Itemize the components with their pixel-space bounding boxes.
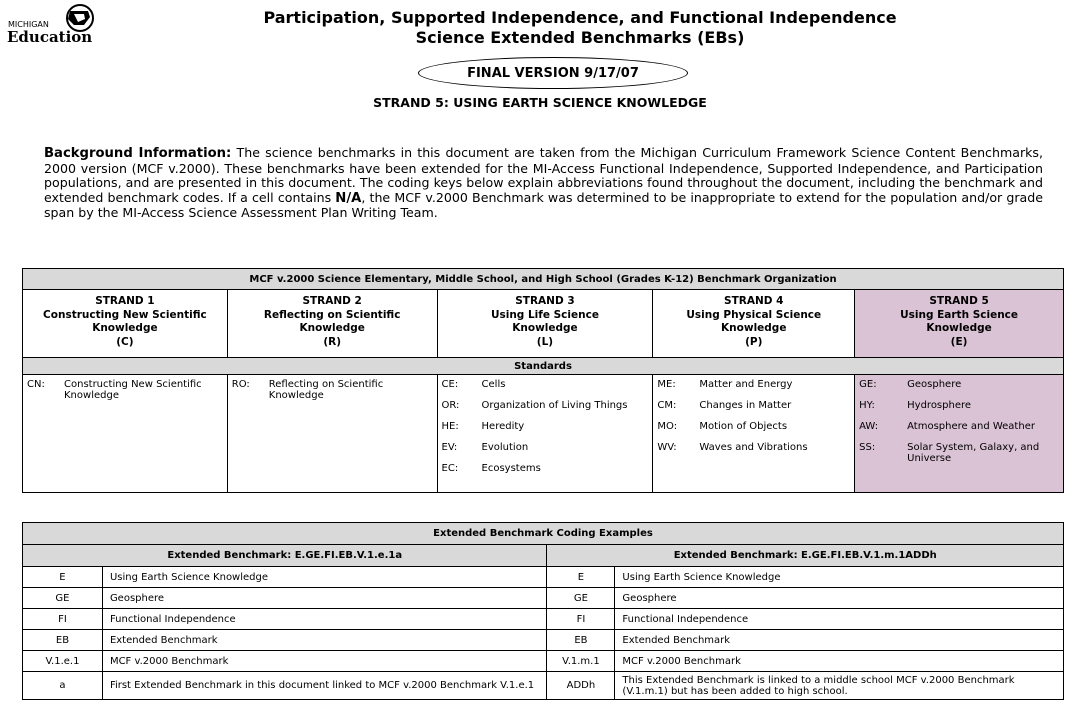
strand-3-standards: [437, 375, 653, 493]
text-cell: Using Earth Science Knowledge: [900, 308, 1019, 334]
text-cell: OR:: [441, 400, 460, 411]
text-cell: Geosphere: [102, 588, 547, 609]
standard-item: [232, 379, 433, 401]
strand-1-standards: [23, 375, 228, 493]
strand-header-3: [437, 290, 653, 358]
standard-item: [442, 421, 649, 432]
text-cell: Using Earth Science Knowledge: [615, 567, 1064, 588]
strand-header-2: [227, 290, 437, 358]
standard-item: [859, 400, 1059, 411]
text-cell: Functional Independence: [615, 609, 1064, 630]
text-cell: EC:: [441, 463, 459, 474]
michigan-education-logo: [4, 3, 100, 47]
text-cell: First Extended Benchmark in this document linked to MCF v.2000 Benchmark V.1.e.1: [102, 672, 547, 700]
text-cell: (R): [323, 335, 341, 348]
coding-examples-table: [22, 522, 1064, 700]
text-cell: Extended Benchmark: [615, 630, 1064, 651]
text-cell: ADDh: [547, 672, 615, 700]
background-text-2: , the MCF v.2000 Benchmark was determined to be inappropriate to extend for the population and/or grade span by the MI-Access Science Assessment Plan Writing Team.: [44, 189, 1043, 221]
text-cell: Evolution: [481, 442, 529, 453]
text-cell: This Extended Benchmark is linked to a middle school MCF v.2000 Benchmark (V.1.m.1) but has been added to high school.: [615, 672, 1064, 700]
strand-header-5: [855, 290, 1064, 358]
logo-large-text: Education: [7, 28, 93, 46]
strand-2-standards: [227, 375, 437, 493]
text-cell: WV:: [657, 442, 677, 453]
standard-item: [442, 442, 649, 453]
text-cell: RO:: [231, 379, 250, 390]
text-cell: HY:: [859, 400, 875, 411]
standards-label: Standards: [23, 358, 1064, 375]
background-label: Background Information:: [44, 146, 232, 161]
text-cell: CM:: [657, 400, 677, 411]
text-cell: STRAND 1: [95, 295, 155, 307]
text-cell: (P): [745, 335, 763, 348]
standard-item: [859, 379, 1059, 390]
standard-item: [442, 400, 649, 411]
text-cell: V.1.e.1: [23, 651, 103, 672]
text-cell: Hydrosphere: [907, 400, 972, 411]
text-cell: V.1.m.1: [547, 651, 615, 672]
text-cell: AW:: [859, 421, 879, 432]
text-cell: Functional Independence: [102, 609, 547, 630]
text-cell: E: [547, 567, 615, 588]
right-example-header: Extended Benchmark: E.GE.FI.EB.V.1.m.1ADDh: [547, 545, 1064, 567]
text-cell: Ecosystems: [481, 463, 541, 474]
text-cell: E: [23, 567, 103, 588]
text-cell: HE:: [441, 421, 459, 432]
standard-item: [657, 379, 850, 390]
benchmark-organization-table: [22, 268, 1064, 493]
text-cell: Constructing New Scientific Knowledge: [43, 308, 207, 334]
strand-5-standards: [855, 375, 1064, 493]
standard-item: [657, 400, 850, 411]
table-row: [23, 609, 1064, 630]
table-row: [23, 672, 1064, 700]
standard-item: [657, 442, 850, 453]
text-cell: Heredity: [481, 421, 525, 432]
na-label: N/A: [335, 190, 362, 206]
text-cell: (C): [116, 335, 134, 348]
text-cell: FI: [547, 609, 615, 630]
standard-item: [859, 421, 1059, 432]
strand-heading: STRAND 5: USING EARTH SCIENCE KNOWLEDGE: [373, 95, 707, 110]
text-cell: CE:: [441, 379, 459, 390]
text-cell: Atmosphere and Weather: [907, 421, 1035, 432]
table-row: [23, 567, 1064, 588]
standard-item: [657, 421, 850, 432]
text-cell: Matter and Energy: [699, 379, 793, 390]
text-cell: EB: [23, 630, 103, 651]
text-cell: Constructing New Scientific Knowledge: [64, 379, 202, 401]
text-cell: EB: [547, 630, 615, 651]
document-title-line2: Science Extended Benchmarks (EBs): [415, 28, 745, 47]
organization-table-title: MCF v.2000 Science Elementary, Middle School, and High School (Grades K-12) Benchmark Organization: [23, 269, 1064, 290]
text-cell: Cells: [481, 379, 506, 390]
text-cell: Waves and Vibrations: [699, 442, 808, 453]
document-title-line1: Participation, Supported Independence, and Functional Independence: [263, 8, 897, 27]
text-cell: Using Physical Science Knowledge: [686, 308, 822, 334]
table-row: [23, 651, 1064, 672]
standard-item: [442, 379, 649, 390]
text-cell: STRAND 2: [302, 295, 362, 307]
text-cell: Solar System, Galaxy, and Universe: [907, 442, 1040, 464]
text-cell: STRAND 4: [724, 295, 784, 307]
strand-4-standards: [653, 375, 855, 493]
standard-item: [442, 463, 649, 474]
text-cell: Changes in Matter: [699, 400, 792, 411]
text-cell: STRAND 5: [929, 295, 989, 307]
text-cell: a: [23, 672, 103, 700]
text-cell: EV:: [441, 442, 458, 453]
version-badge: FINAL VERSION 9/17/07: [418, 57, 688, 89]
text-cell: Extended Benchmark: [102, 630, 547, 651]
text-cell: GE: [547, 588, 615, 609]
text-cell: SS:: [859, 442, 876, 453]
standard-item: [859, 442, 1059, 464]
background-paragraph: [44, 146, 1043, 221]
logo-small-text: MICHIGAN: [8, 20, 49, 29]
text-cell: ME:: [657, 379, 676, 390]
text-cell: STRAND 3: [515, 295, 575, 307]
text-cell: FI: [23, 609, 103, 630]
left-example-header: Extended Benchmark: E.GE.FI.EB.V.1.e.1a: [23, 545, 547, 567]
standard-item: [27, 379, 223, 401]
text-cell: Using Life Science Knowledge: [490, 308, 599, 334]
strand-header-4: [653, 290, 855, 358]
text-cell: Using Earth Science Knowledge: [102, 567, 547, 588]
strand-header-1: [23, 290, 228, 358]
text-cell: Geosphere: [615, 588, 1064, 609]
text-cell: Reflecting on Scientific Knowledge: [268, 379, 384, 401]
text-cell: GE: [23, 588, 103, 609]
background-text-1: The science benchmarks in this document are taken from the Michigan Curriculum Framework Science Content Benchmarks, 2000 version (MCF v.2000). These benchmarks have been extended for the MI-Access Functional Independence, Supported Independence, and Participation populations, and are presented in this document. The coding keys below explain abbreviations found throughout the document, including the benchmark and extended benchmark codes. If a cell contains: [44, 145, 1043, 205]
table-row: [23, 630, 1064, 651]
text-cell: (L): [536, 335, 554, 348]
text-cell: MCF v.2000 Benchmark: [615, 651, 1064, 672]
text-cell: CN:: [27, 379, 45, 390]
text-cell: Organization of Living Things: [481, 400, 628, 411]
coding-table-title: Extended Benchmark Coding Examples: [23, 523, 1064, 545]
text-cell: Motion of Objects: [699, 421, 788, 432]
text-cell: MCF v.2000 Benchmark: [102, 651, 547, 672]
text-cell: GE:: [859, 379, 877, 390]
text-cell: (E): [950, 335, 968, 348]
table-row: [23, 588, 1064, 609]
text-cell: Reflecting on Scientific Knowledge: [263, 308, 401, 334]
text-cell: MO:: [657, 421, 678, 432]
text-cell: Geosphere: [907, 379, 962, 390]
